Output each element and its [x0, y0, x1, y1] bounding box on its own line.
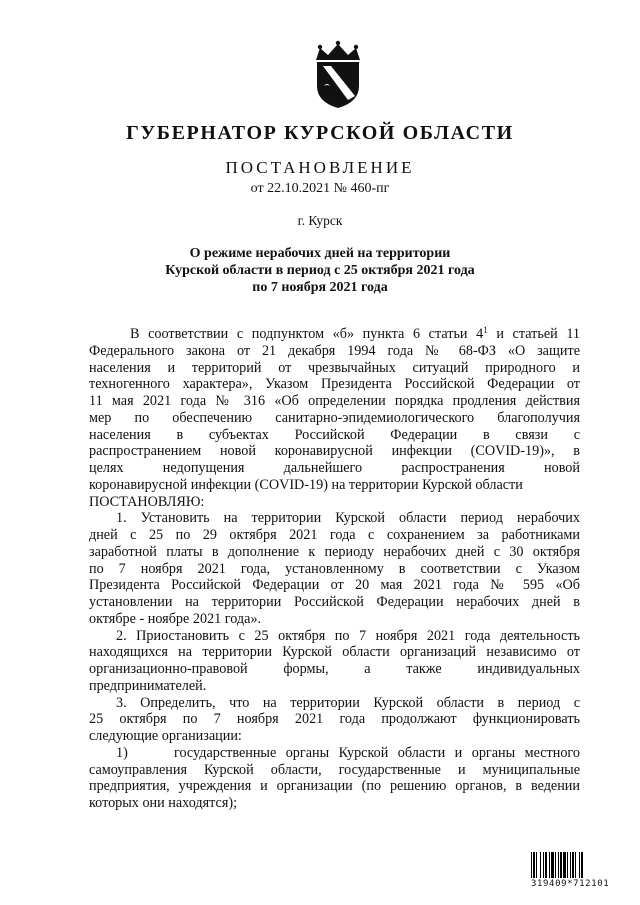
title-line: Курской области в период с 25 октября 2021 года	[165, 263, 475, 278]
body-line: ПОСТАНОВЛЯЮ:	[89, 493, 205, 510]
clause-1	[89, 510, 580, 627]
barcode-bars	[531, 852, 617, 878]
body-line: населения и территорий от чрезвычайных ситуаций природного и	[89, 359, 580, 376]
list-item-number: 1)	[116, 744, 128, 761]
body-line: заработной платы в дополнение к периоду нерабочих дней с 30 октября	[89, 543, 580, 560]
body-line: 11 мая 2021 года № 316 «Об определении порядка продления действия	[89, 393, 580, 409]
document-date-number: от 22.10.2021 № 460-пг	[250, 181, 390, 196]
document-city: г. Курск	[297, 213, 343, 228]
clause-2	[89, 628, 580, 695]
document-title	[130, 245, 510, 296]
body-line: техногенного характера», Указом Президента Российской Федерации от	[89, 376, 580, 393]
preamble-paragraph	[89, 326, 580, 510]
body-line: которых они находятся);	[89, 795, 238, 811]
body-line: предприятия, учреждения и организации (по решению органов, в ведении	[89, 778, 580, 795]
body-line: целях недопущения дальнейшего распространения новой	[89, 460, 580, 476]
body-line: 1. Установить на территории Курской области период нерабочих	[116, 510, 580, 527]
body-line: дней с 25 по 29 октября 2021 года с сохранением за работниками	[89, 527, 580, 543]
clause-3-item-1	[89, 745, 580, 812]
body-line: установлении на территории Российской Федерации нерабочих дней в	[89, 594, 580, 610]
document-barcode	[531, 852, 617, 892]
document-type: ПОСТАНОВЛЕНИЕ	[225, 158, 415, 177]
kursk-coat-of-arms-icon	[302, 38, 374, 110]
body-line: 1) государственные органы Курской области и органы местного	[116, 744, 580, 761]
body-line: организационно-правовой формы, а также индивидуальных	[89, 661, 580, 677]
title-line: О режиме нерабочих дней на территории	[189, 246, 451, 261]
body-line: 25 октября по 7 ноября 2021 года продолжают функционировать	[89, 711, 580, 728]
body-line: находящихся на территории Курской области организаций независимо от	[89, 644, 580, 661]
authority-heading: ГУБЕРНАТОР КУРСКОЙ ОБЛАСТИ	[126, 122, 514, 144]
body-line: предпринимателей.	[89, 677, 207, 694]
body-line: распространением новой коронавирусной инфекции (COVID-19)», в	[89, 443, 580, 460]
body-line: Президента Российской Федерации от 20 мая 2021 года № 595 «Об	[89, 577, 580, 594]
title-line: по 7 ноября 2021 года	[252, 280, 388, 295]
body-line: следующие организации:	[89, 728, 242, 744]
body-line: по 7 ноября 2021 года, установленному в соответствии с Указом	[89, 560, 580, 577]
body-line: 2. Приостановить с 25 октября по 7 ноября 2021 года деятельность	[116, 627, 580, 644]
body-line: 3. Определить, что на территории Курской области в период с	[116, 694, 580, 711]
body-line: мер по обеспечению санитарно-эпидемиологического благополучия	[89, 409, 580, 426]
body-line: Федерального закона от 21 декабря 1994 года № 68-ФЗ «О защите	[89, 342, 580, 359]
body-line: коронавирусной инфекции (COVID-19) на территории Курской области	[89, 476, 523, 493]
body-line: В соответствии с подпунктом «б» пункта 6 статьи $4^1$ и статьей 11	[130, 326, 580, 342]
clause-3	[89, 695, 580, 745]
document-body	[89, 326, 580, 812]
barcode-number: 319409*712101	[531, 879, 610, 889]
body-line: самоуправления Курской области, государственные и муниципальные	[89, 761, 580, 778]
body-line: населения в субъектах Российской Федерации в связи с	[89, 426, 580, 443]
body-line: октябре - ноябре 2021 года».	[89, 610, 262, 627]
